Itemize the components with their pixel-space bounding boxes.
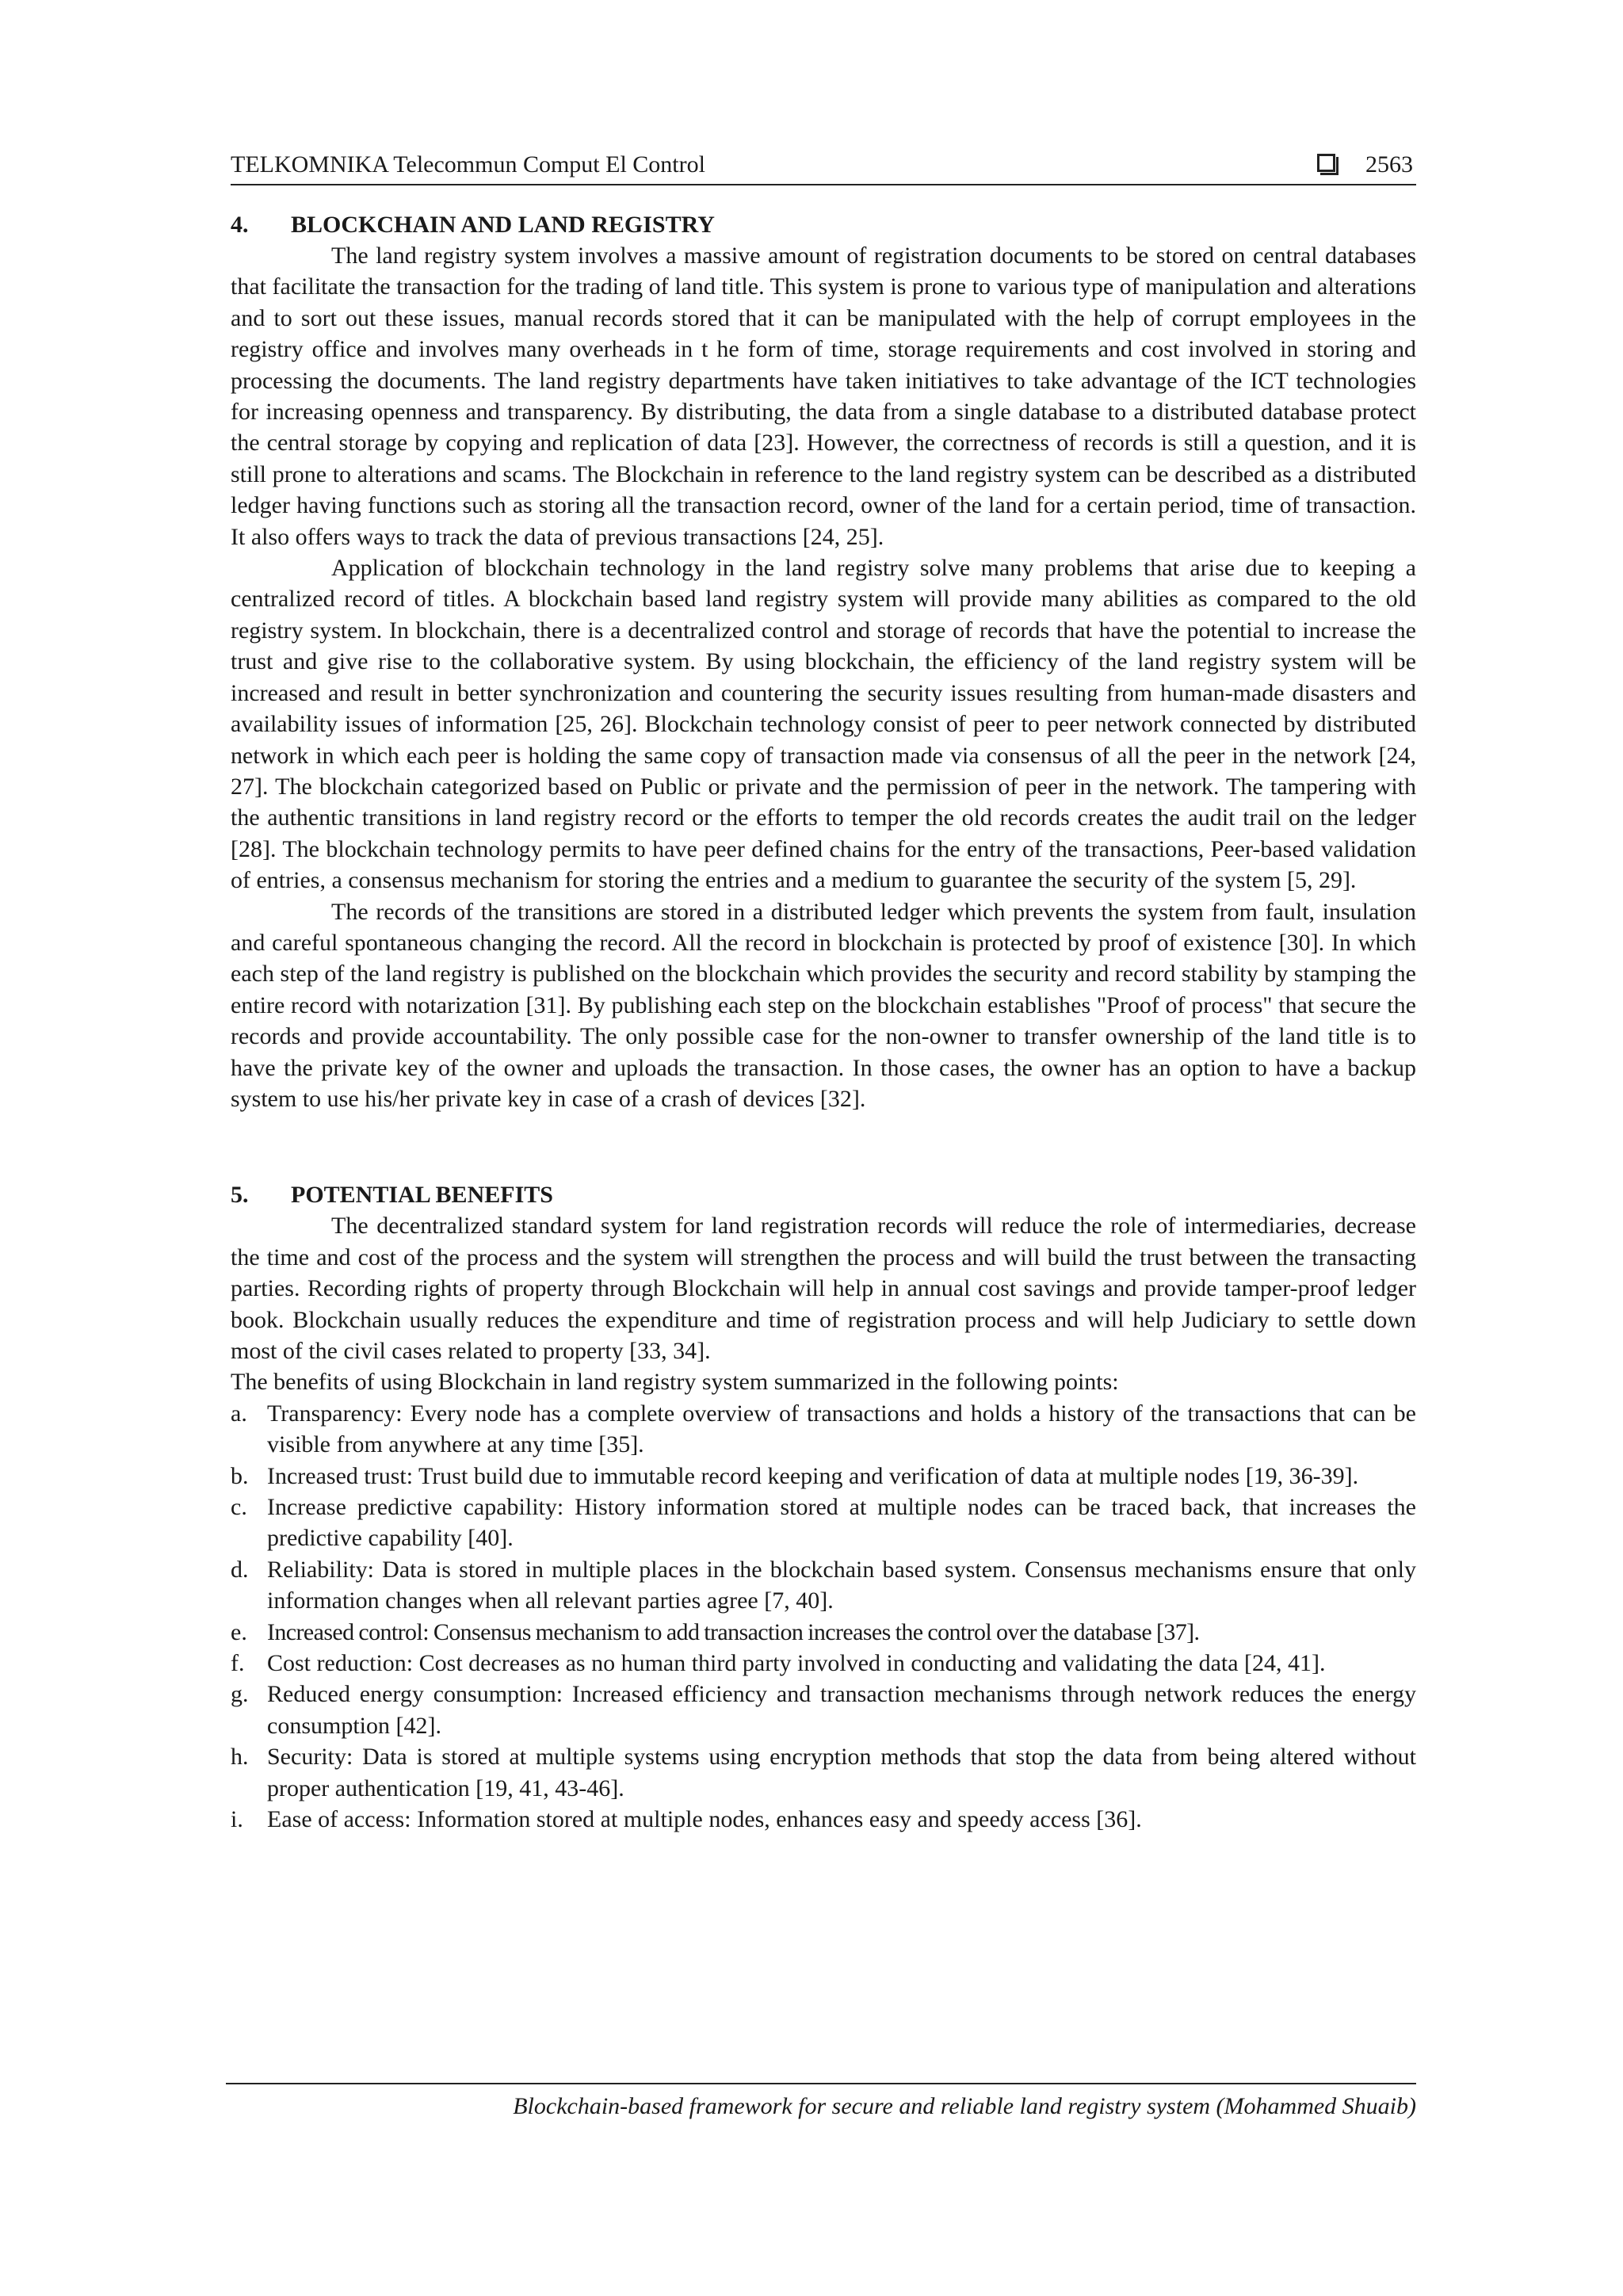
square-box-icon	[1317, 154, 1335, 172]
list-item: e. Increased control: Consensus mechanism to add transaction increases the control over the database [37].	[231, 1618, 1200, 1645]
paragraph-lead: The benefits of using Blockchain in land registry system summarized in the following points:	[231, 1369, 1119, 1396]
list-item: g. Reduced energy consumption: Increased efficiency and transaction mechanisms through network reduces the energy consumption [42].	[231, 1681, 1416, 1739]
list-item: a. Transparency: Every node has a complete overview of transactions and holds a history of the transactions that can be visible from anywhere at any time [35].	[231, 1400, 1416, 1458]
section-number: 4.	[231, 212, 249, 238]
section-title: BLOCKCHAIN AND LAND REGISTRY	[291, 212, 715, 238]
list-item: d. Reliability: Data is stored in multiple places in the blockchain based system. Consensus mechanisms ensure that only information changes when all relevant parties agree [7, 40].	[231, 1556, 1416, 1614]
section-number: 5.	[231, 1182, 249, 1209]
paragraph: The land registry system involves a massive amount of registration documents to be stored on central databases that facilitate the transaction for the trading of land title. This system is prone to various type of manipulation and alterations and to sort out these issues, manual records stored that it can be manipulated with the help of corrupt employees in the registry office and involves many overheads in t he form of time, storage requirements and cost involved in storing and processing the documents. The land registry departments have taken initiatives to take advantage of the ICT technologies for increasing openness and transparency. By distributing, the data from a single database to a distributed database protect the central storage by copying and replication of data [23]. However, the correctness of records is still a question, and it is still prone to alterations and scams. The Blockchain in reference to the land registry system can be described as a distributed ledger having functions such as storing all the transaction record, owner of the land for a certain period, time of transaction. It also offers ways to track the data of previous transactions [24, 25].	[231, 243, 1416, 550]
list-item: h. Security: Data is stored at multiple systems using encryption methods that stop the data from being altered without proper authentication [19, 41, 43-46].	[231, 1744, 1416, 1801]
section-title: POTENTIAL BENEFITS	[291, 1182, 553, 1209]
paper-page	[231, 151, 1416, 1836]
page-number: 2563	[1365, 151, 1413, 178]
header-right	[1317, 151, 1413, 179]
paragraph: Application of blockchain technology in the land registry solve many problems that arise due to keeping a centralized record of titles. A blockchain based land registry system will provide many abilities as compared to the old registry system. In blockchain, there is a decentralized control and storage of records that have the potential to increase the trust and give rise to the collaborative system. By using blockchain, the efficiency of the land registry system will be increased and result in better synchronization and countering the security issues resulting from human-made disasters and availability issues of information [25, 26]. Blockchain technology consist of peer to peer network connected by distributed network in which each peer is holding the same copy of transaction made via consensus of all the peer in the network [24, 27]. The blockchain categorized based on Public or private and the permission of peer in the network. The tampering with the authentic transitions in land registry record or the efforts to temper the old records creates the audit trail on the ledger [28]. The blockchain technology permits to have peer defined chains for the entry of the transactions, Peer-based validation of entries, a consensus mechanism for storing the entries and a medium to guarantee the security of the system [5, 29].	[231, 555, 1416, 894]
benefits-list	[231, 1398, 1416, 1836]
list-item: b. Increased trust: Trust build due to immutable record keeping and verification of data at multiple nodes [19, 36-39].	[231, 1462, 1359, 1489]
section-4-heading	[231, 209, 1416, 240]
list-item: c. Increase predictive capability: History information stored at multiple nodes can be traced back, that increases the predictive capability [40].	[231, 1494, 1416, 1552]
section-5-heading	[231, 1179, 1416, 1210]
running-header	[231, 151, 1416, 185]
list-item: f. Cost reduction: Cost decreases as no human third party involved in conducting and validating the data [24, 41].	[231, 1650, 1326, 1677]
paragraph: The decentralized standard system for land registration records will reduce the role of intermediaries, decrease the time and cost of the process and the system will strengthen the process and will build the trust between the transacting parties. Recording rights of property through Blockchain will help in annual cost savings and provide tamper-proof ledger book. Blockchain usually reduces the expenditure and time of registration process and will help Judiciary to settle down most of the civil cases related to property [33, 34].	[231, 1213, 1416, 1364]
journal-name: TELKOMNIKA Telecommun Comput El Control	[231, 151, 705, 178]
running-footer: Blockchain-based framework for secure and reliable land registry system (Mohammed Shuaib)	[226, 2083, 1416, 2121]
list-item: i. Ease of access: Information stored at multiple nodes, enhances easy and speedy access [36].	[231, 1806, 1142, 1833]
paragraph: The records of the transitions are stored in a distributed ledger which prevents the system from fault, insulation and careful spontaneous changing the record. All the record in blockchain is protected by proof of existence [30]. In which each step of the land registry is published on the blockchain which provides the security and record stability by stamping the entire record with notarization [31]. By publishing each step on the blockchain establishes "Proof of process" that secure the records and provide accountability. The only possible case for the non-owner to transfer ownership of the land title is to have the private key of the owner and uploads the transaction. In those cases, the owner has an option to have a backup system to use his/her private key in case of a crash of devices [32].	[231, 898, 1416, 1112]
